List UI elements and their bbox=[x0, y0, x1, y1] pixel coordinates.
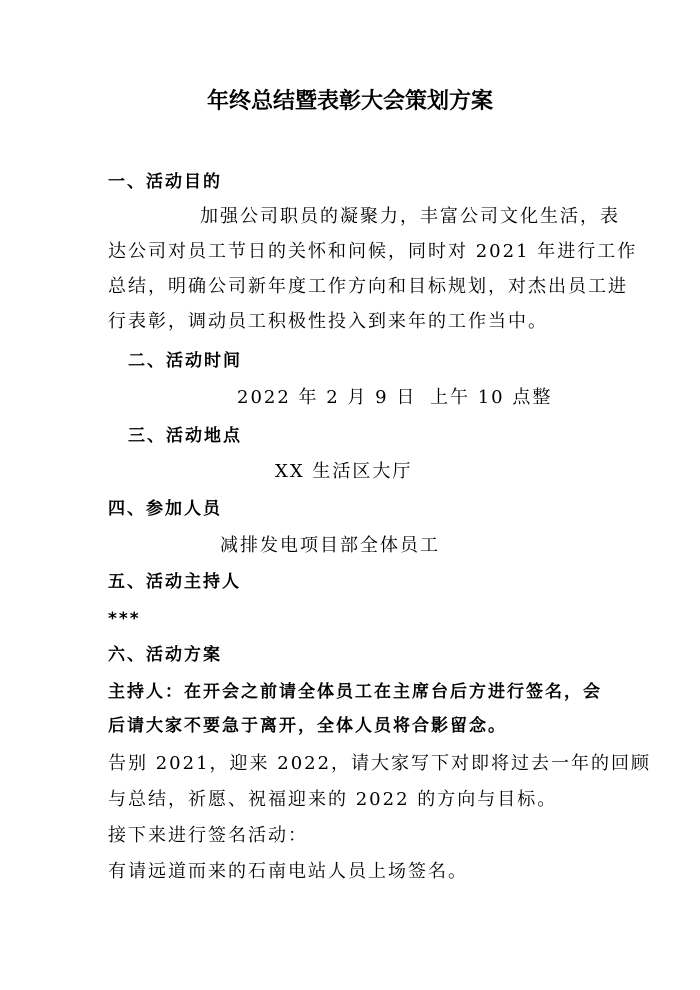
farewell-line: 告别 2021，迎来 2022，请大家写下对即将过去一年的回顾 bbox=[108, 753, 652, 774]
host-note-line: 后请大家不要急于离开，全体人员将合影留念。 bbox=[108, 716, 507, 736]
purpose-paragraph-line: 总结，明确公司新年度工作方向和目标规划，对杰出员工进 bbox=[108, 276, 628, 297]
event-time: 上午 10 点整 bbox=[430, 387, 553, 408]
section-heading-participants: 四、参加人员 bbox=[108, 499, 222, 519]
invite-line: 有请远道而来的石南电站人员上场签名。 bbox=[108, 861, 468, 882]
host-note-line: 主持人：在开会之前请全体员工在主席台后方进行签名，会 bbox=[108, 682, 602, 702]
event-participants: 减排发电项目部全体员工 bbox=[220, 535, 440, 556]
event-location: XX 生活区大厅 bbox=[275, 461, 413, 482]
purpose-paragraph-line: 加强公司职员的凝聚力，丰富公司文化生活，表 bbox=[200, 206, 620, 227]
section-heading-location: 三、活动地点 bbox=[128, 426, 242, 446]
next-activity-line: 接下来进行签名活动： bbox=[108, 825, 308, 846]
document-title: 年终总结暨表彰大会策划方案 bbox=[206, 89, 493, 114]
section-heading-host: 五、活动主持人 bbox=[108, 572, 241, 592]
purpose-paragraph-line: 行表彰，调动员工积极性投入到来年的工作当中。 bbox=[108, 311, 548, 332]
event-host: *** bbox=[108, 609, 141, 629]
purpose-paragraph-line: 达公司对员工节日的关怀和问候，同时对 2021 年进行工作 bbox=[108, 241, 638, 262]
section-heading-plan: 六、活动方案 bbox=[108, 645, 222, 665]
section-heading-time: 二、活动时间 bbox=[128, 351, 242, 371]
section-heading-purpose: 一、活动目的 bbox=[108, 172, 222, 192]
farewell-line: 与总结，祈愿、祝福迎来的 2022 的方向与目标。 bbox=[108, 789, 558, 810]
event-date: 2022 年 2 月 9 日 bbox=[237, 387, 417, 408]
